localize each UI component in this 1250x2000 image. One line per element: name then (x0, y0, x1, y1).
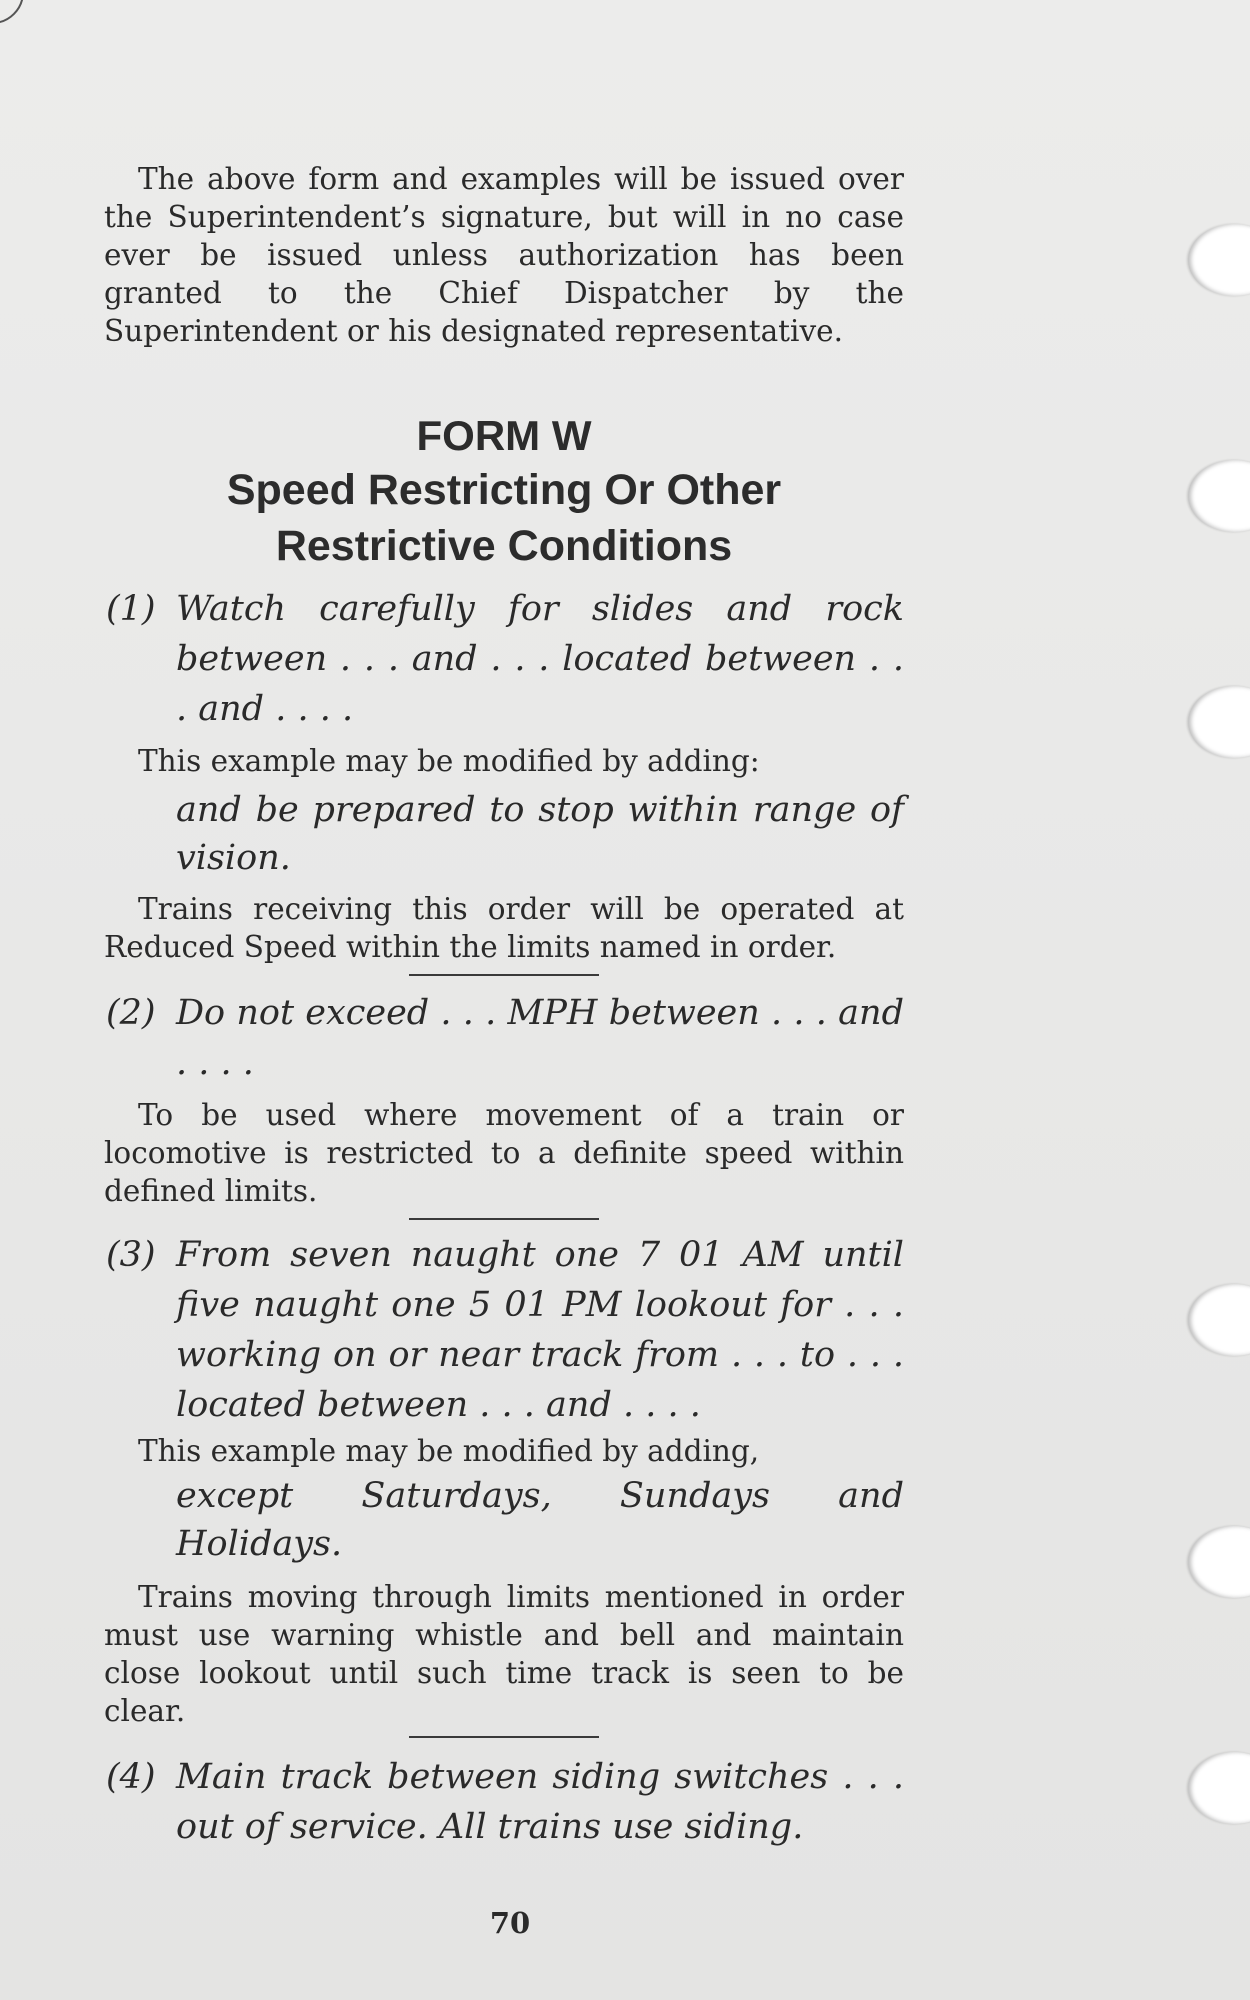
section-divider (409, 974, 599, 976)
example-number: (2) (106, 993, 156, 1033)
form-example-4 (104, 1752, 904, 1852)
binder-hole (1188, 1526, 1250, 1598)
example-text: Do not exceed . . . MPH between . . . and . . . . (176, 993, 904, 1083)
example-note: Trains moving through limits mentioned in order must use warning whistle and bell and maintain close lookout until such time track is seen to be clear. (104, 1580, 904, 1728)
form-subtitle-line1: Speed Restricting Or Other (226, 466, 782, 514)
page-number: 70 (489, 1906, 531, 1940)
binder-hole (1188, 686, 1250, 758)
example-text: Main track between siding switches . . . out of service. All trains use siding. (176, 1757, 904, 1847)
example-number: (1) (106, 589, 156, 629)
example-note: To be used where movement of a train or locomotive is restricted to a definite speed within defined limits. (104, 1098, 904, 1208)
binder-hole (1188, 1284, 1250, 1356)
page-content (104, 160, 904, 1852)
form-example-2 (104, 988, 904, 1088)
form-subtitle-line2: Restrictive Conditions (275, 522, 733, 570)
binder-hole (1188, 1752, 1250, 1824)
example-note: Trains receiving this order will be operated at Reduced Speed within the limits named in order. (104, 892, 904, 964)
section-divider (409, 1218, 599, 1220)
example-number: (4) (106, 1757, 156, 1797)
section-divider (409, 1736, 599, 1738)
form-example-3 (104, 1230, 904, 1430)
intro-paragraph: The above form and examples will be issued over the Superintendent’s signature, but will in no case ever be issued unless authorization has been granted to the Chief Dispatcher by the Superintendent or his designated representative. (104, 162, 904, 348)
page-corner (0, 0, 24, 24)
example-text: From seven naught one 7 01 AM until five naught one 5 01 PM lookout for . . . working on or near track from . . . to . . . located between . . . and . . . . (176, 1235, 904, 1425)
example-text: Watch carefully for slides and rock between . . . and . . . located between . . . and . . . . (176, 589, 904, 729)
example-number: (3) (106, 1235, 156, 1275)
form-example-1 (104, 584, 904, 734)
form-title: FORM W (416, 412, 592, 459)
binder-hole (1188, 460, 1250, 532)
modification-text: and be prepared to stop within range of vision. (176, 790, 904, 878)
modification-intro: This example may be modified by adding: (138, 744, 760, 778)
modification-text: except Saturdays, Sundays and Holidays. (176, 1476, 904, 1564)
modification-intro: This example may be modified by adding, (138, 1434, 760, 1468)
binder-hole (1188, 224, 1250, 296)
